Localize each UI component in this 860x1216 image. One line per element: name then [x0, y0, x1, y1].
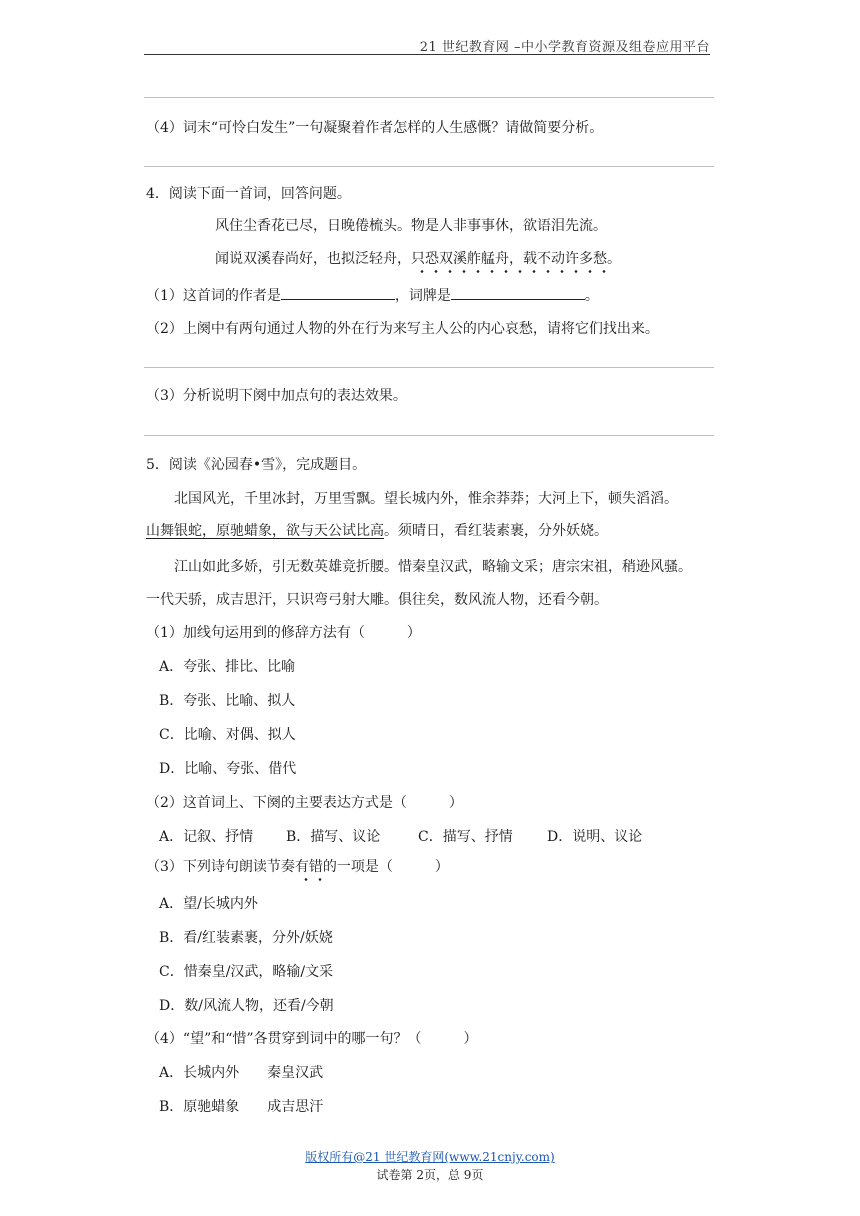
header-rule	[144, 54, 710, 55]
option[interactable]: C．惜秦皇/汉武，略输/文采	[159, 964, 334, 980]
option[interactable]: B．看/红装素裹，分外/妖娆	[159, 930, 333, 946]
dotted-emphasis: 有错	[294, 859, 323, 875]
answer-line	[144, 97, 714, 98]
answer-line	[144, 435, 714, 436]
option[interactable]: A．夸张、排比、比喻	[159, 659, 296, 675]
option[interactable]: B．描写、议论	[286, 829, 381, 845]
answer-line	[144, 367, 714, 368]
option[interactable]: A．记叙、抒情	[159, 829, 254, 845]
option[interactable]: A．望/长城内外	[159, 896, 258, 912]
option[interactable]: C．描写、抒情	[418, 829, 513, 845]
poem-line-2-end: 。	[607, 251, 621, 267]
question-5-3	[146, 857, 449, 877]
poem-line-2	[215, 249, 621, 269]
poem-line-2-start: 闻说双溪春尚好，也拟泛轻舟，	[215, 251, 411, 267]
option[interactable]: D．说明、议论	[547, 829, 643, 845]
question-4-1	[146, 285, 599, 306]
question-5-4: （4）“望”和“惜”各贯穿到词中的哪一句？（ ）	[146, 1031, 478, 1047]
question-5-1: （1）加线句运用到的修辞方法有（ ）	[146, 625, 421, 641]
page-number: 试卷第 2页，总 9页	[376, 1168, 484, 1182]
cipai-blank[interactable]	[451, 285, 585, 300]
header-title: 21 世纪教育网 –中小学教育资源及组卷应用平台	[419, 40, 710, 55]
poem-paragraph-1b-rest: 。须晴日，看红装素裹，分外妖娆。	[384, 523, 608, 539]
question-5-title: 5．阅读《沁园春•雪》，完成题目。	[146, 457, 367, 473]
question-4-1-mid: ，词牌是	[394, 288, 451, 304]
copyright-link[interactable]: 版权所有@21 世纪教育网(www.21cnjy.com)	[305, 1150, 555, 1164]
question-4-1-end: 。	[584, 288, 599, 304]
option[interactable]: D．数/风流人物，还看/今朝	[159, 998, 334, 1014]
question-5-2: （2）这首词上、下阕的主要表达方式是（ ）	[146, 795, 463, 811]
question-5-3-prefix: （3）下列诗句朗读节奏	[146, 859, 295, 875]
poem-paragraph-2a: 江山如此多娇，引无数英雄竞折腰。惜秦皇汉武，略输文采；唐宗宋祖，稍逊风骚。	[174, 559, 692, 575]
question-4-title: 4．阅读下面一首词，回答问题。	[146, 186, 351, 202]
option[interactable]: B．夸张、比喻、拟人	[159, 693, 296, 709]
dotted-sentence: 只恐双溪舴艋舟，载不动许多愁	[411, 251, 607, 267]
question-4-2: （2）上阕中有两句通过人物的外在行为来写主人公的内心哀愁，请将它们找出来。	[146, 321, 659, 337]
author-blank[interactable]	[281, 285, 395, 300]
answer-line	[144, 166, 714, 167]
question-4-1-prefix: （1）这首词的作者是	[146, 288, 281, 304]
poem-line-1: 风住尘香花已尽，日晚倦梳头。物是人非事事休，欲语泪先流。	[215, 218, 607, 234]
poem-paragraph-1a: 北国风光，千里冰封，万里雪飘。望长城内外，惟余莽莽；大河上下，顿失滔滔。	[174, 491, 678, 507]
option[interactable]: C．比喻、对偶、拟人	[159, 727, 296, 743]
poem-paragraph-1b	[146, 521, 608, 541]
poem-paragraph-2b: 一代天骄，成吉思汗，只识弯弓射大雕。俱往矣，数风流人物，还看今朝。	[146, 592, 608, 608]
option[interactable]: D．比喻、夸张、借代	[159, 761, 297, 777]
question-4-3: （3）分析说明下阕中加点句的表达效果。	[146, 388, 407, 404]
underlined-sentence: 山舞银蛇，原驰蜡象，欲与天公试比高	[146, 523, 384, 539]
option[interactable]: A．长城内外 秦皇汉武	[159, 1065, 324, 1081]
question-5-3-suffix: 的一项是（ ）	[322, 859, 449, 875]
question-3-4: （4）词末“可怜白发生”一句凝聚着作者怎样的人生感慨？请做简要分析。	[146, 120, 604, 136]
option[interactable]: B．原驰蜡象 成吉思汗	[159, 1099, 324, 1115]
